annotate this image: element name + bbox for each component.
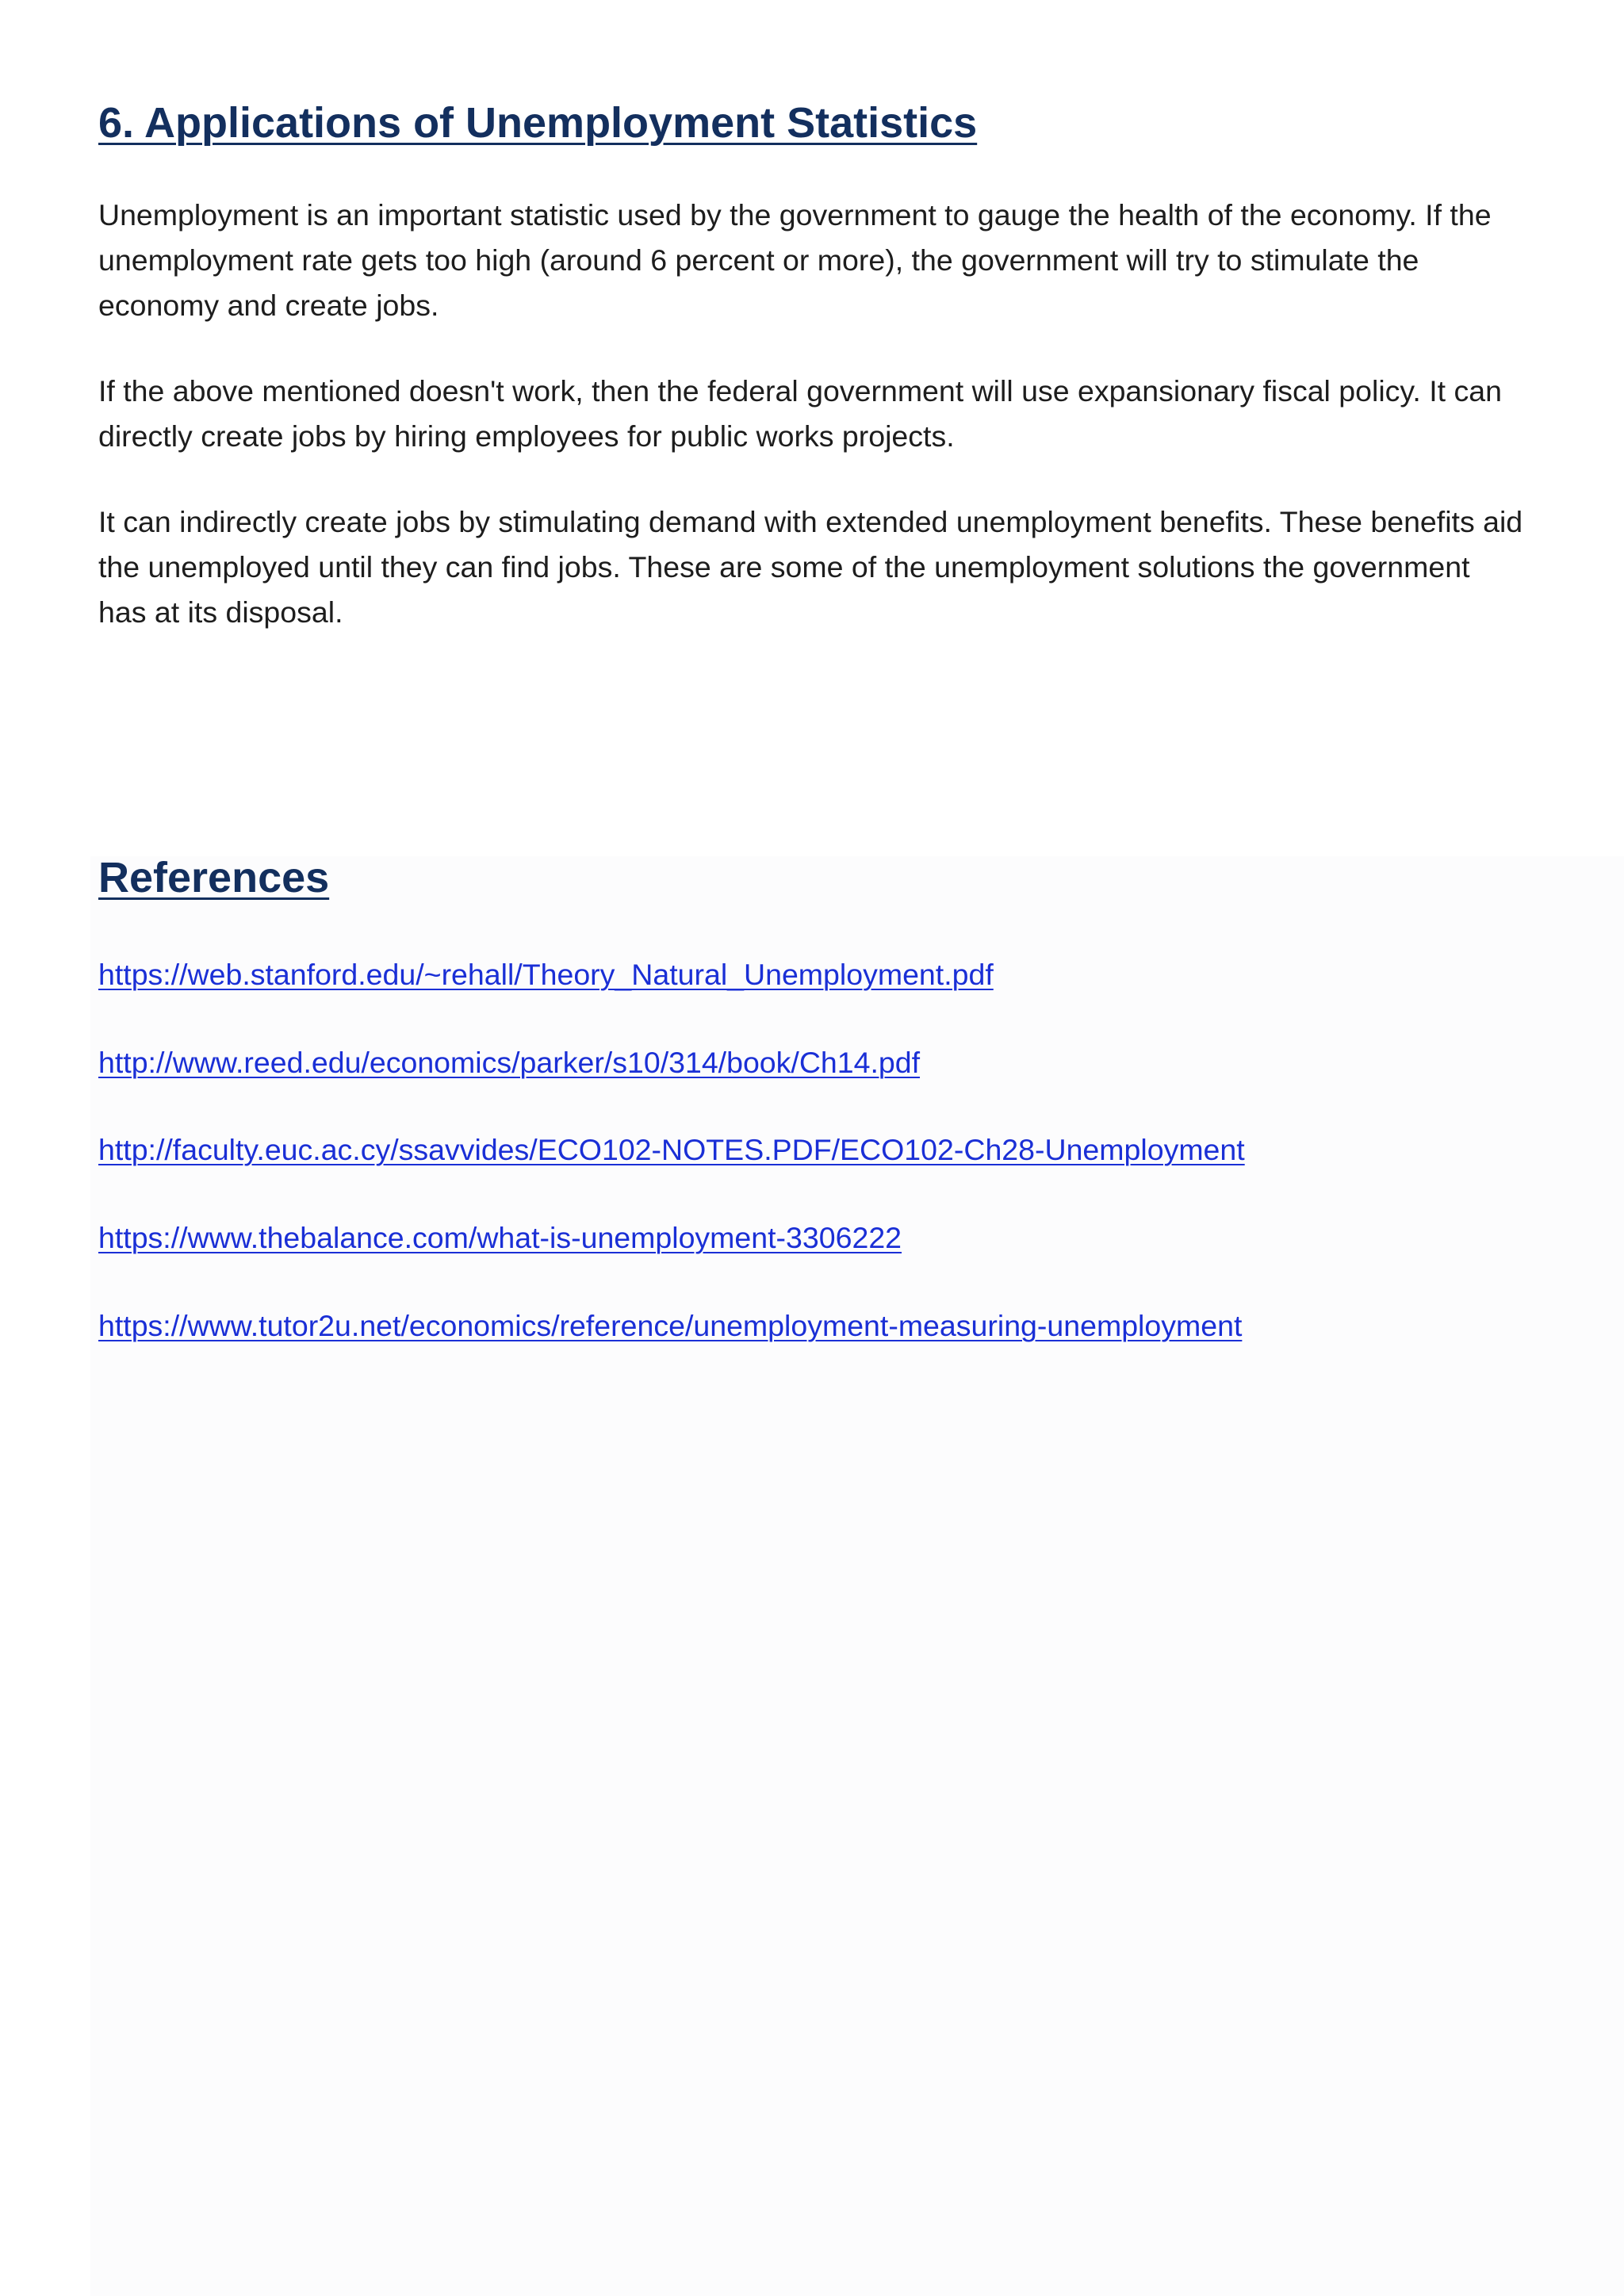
reference-link-tutor2u[interactable]: https://www.tutor2u.net/economics/reference/unemployment-measuring-unemployment [98, 1309, 1243, 1342]
reference-link-euc[interactable]: http://faculty.euc.ac.cy/ssavvides/ECO102-NOTES.PDF/ECO102-Ch28-Unemployment [98, 1133, 1245, 1166]
reference-link-stanford[interactable]: https://web.stanford.edu/~rehall/Theory_Natural_Unemployment.pdf [98, 958, 994, 991]
paragraph-fiscal-policy: If the above mentioned doesn't work, then the federal government will use expansionary fiscal policy. It can directly create jobs by hiring employees for public works projects. [98, 374, 1502, 453]
paragraph-unemployment-benefits: It can indirectly create jobs by stimulating demand with extended unemployment benefits. These benefits aid the unemployed until they can find jobs. These are some of the unemployment solutions the government has at its disposal. [98, 505, 1523, 629]
paragraph-unemployment-statistic: Unemployment is an important statistic used by the government to gauge the health of the economy. If the unemployment rate gets too high (around 6 percent or more), the government will try to stimulate the economy and create jobs. [98, 198, 1492, 322]
reference-link-reed[interactable]: http://www.reed.edu/economics/parker/s10/314/book/Ch14.pdf [98, 1046, 921, 1079]
reference-link-thebalance[interactable]: https://www.thebalance.com/what-is-unemployment-3306222 [98, 1221, 902, 1254]
section-heading: 6. Applications of Unemployment Statistics [98, 99, 978, 147]
references-heading: References [98, 854, 330, 901]
